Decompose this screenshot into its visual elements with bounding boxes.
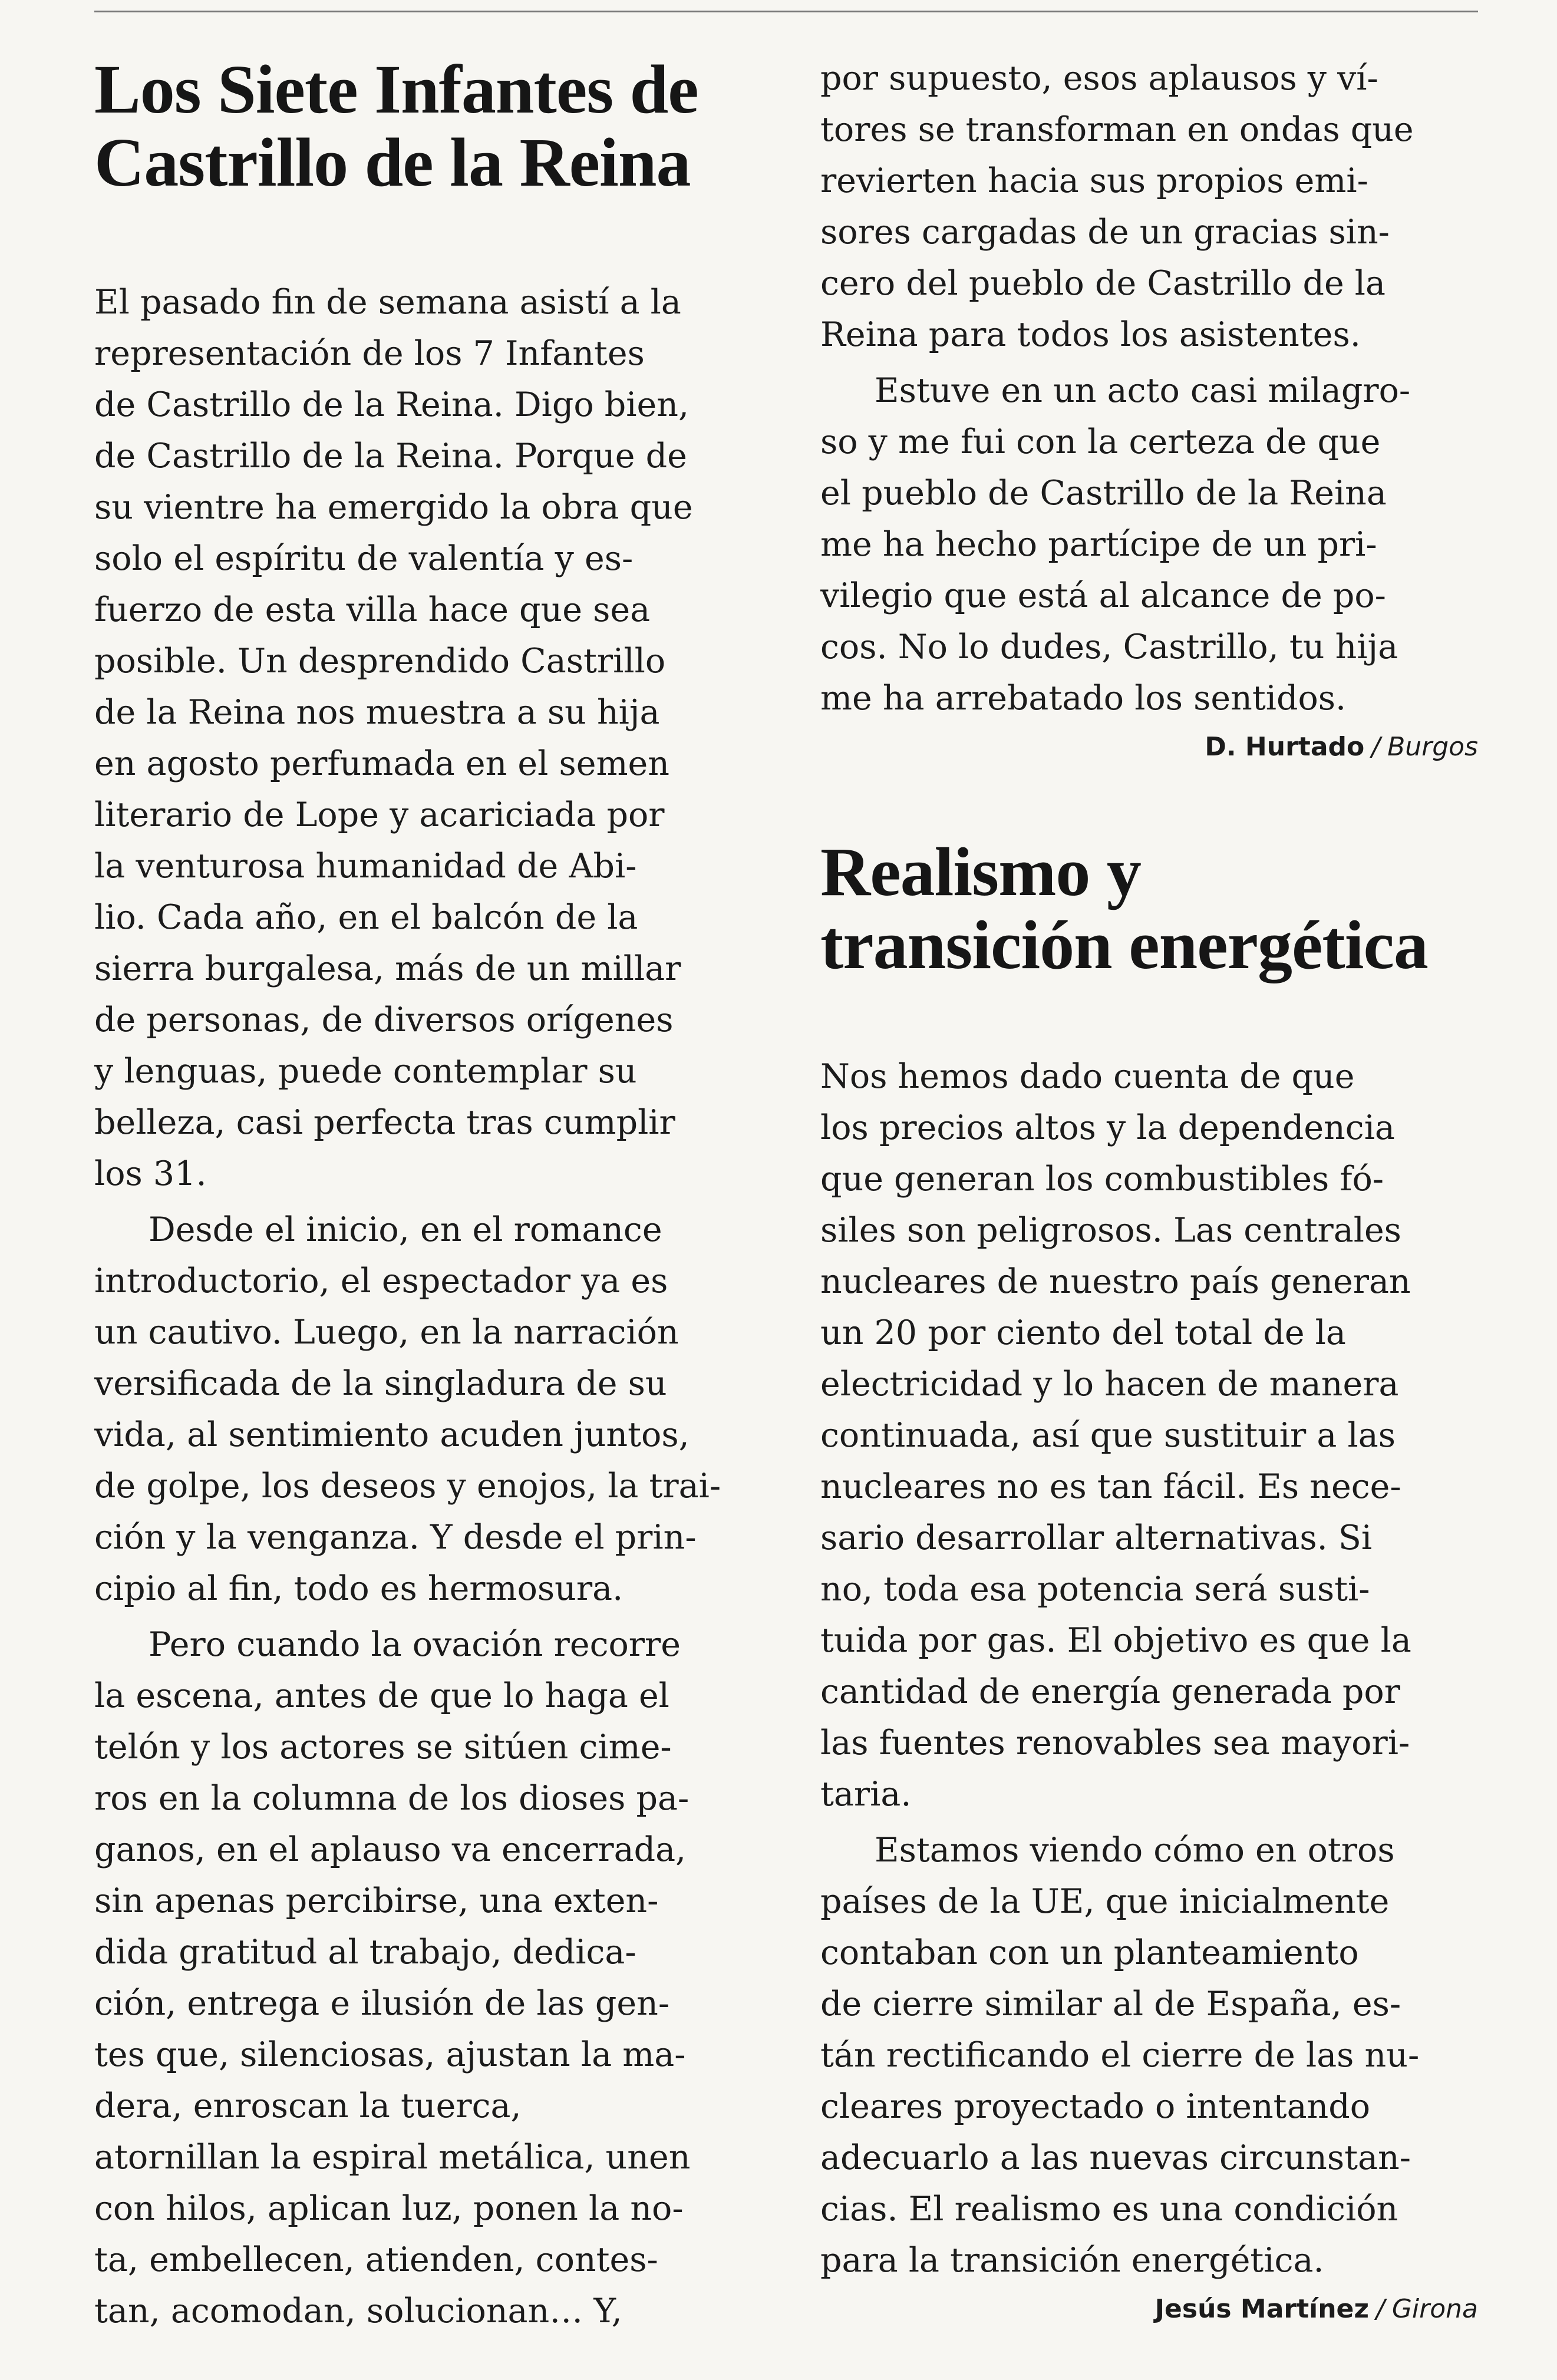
text-line: tán rectificando el cierre de las nu- [820, 2036, 1420, 2075]
letter1-paragraph-2 [94, 1204, 748, 1615]
letter2-signature [820, 2289, 1478, 2330]
text-line: sario desarrollar alternativas. Si [820, 1519, 1373, 1557]
text-line: fuerzo de esta villa hace que sea [94, 590, 651, 629]
text-line: ros en la columna de los dioses pa- [94, 1779, 690, 1818]
text-line: literario de Lope y acariciada por [94, 795, 665, 834]
text-line: Pero cuando la ovación recorre [149, 1625, 681, 1664]
text-line: lio. Cada año, en el balcón de la [94, 898, 638, 937]
text-line: la venturosa humanidad de Abi- [94, 847, 637, 886]
text-line: so y me fui con la certeza de que [820, 422, 1381, 461]
letter2-title-line: transición energética [820, 906, 1428, 983]
text-line: ta, embellecen, atienden, contes- [94, 2240, 658, 2279]
text-line: electricidad y lo hacen de manera [820, 1365, 1399, 1404]
text-line: de personas, de diversos orígenes [94, 1001, 674, 1039]
text-line: telón y los actores se sitúen cime- [94, 1728, 672, 1767]
text-line: dida gratitud al trabajo, dedica- [94, 1933, 636, 1972]
text-line: por supuesto, esos aplausos y ví- [820, 59, 1378, 98]
text-line: representación de los 7 Infantes [94, 334, 645, 373]
text-line: los precios altos y la dependencia [820, 1108, 1395, 1147]
text-line: y lenguas, puede contemplar su [94, 1052, 637, 1091]
text-line: sores cargadas de un gracias sin- [820, 213, 1390, 252]
text-line: adecuarlo a las nuevas circunstan- [820, 2138, 1411, 2177]
letter2-title [820, 833, 1478, 983]
letter1-paragraph-4 [820, 53, 1478, 361]
text-line: que generan los combustibles fó- [820, 1160, 1384, 1199]
text-line: versificada de la singladura de su [94, 1364, 667, 1403]
text-line: cleares proyectado o intentando [820, 2087, 1371, 2126]
letter1-signature-separator: / [1371, 732, 1381, 762]
text-line: su vientre ha emergido la obra que [94, 488, 693, 527]
text-line: para la transición energética. [820, 2241, 1324, 2280]
letter2-city: Girona [1391, 2294, 1478, 2324]
text-line: me ha hecho partícipe de un pri- [820, 525, 1377, 564]
letter1-title [94, 53, 748, 199]
text-line: un cautivo. Luego, en la narración [94, 1313, 679, 1352]
text-line: El pasado fin de semana asistí a la [94, 283, 681, 322]
letter1-paragraph-5 [820, 365, 1478, 724]
text-line: vilegio que está al alcance de po- [820, 576, 1386, 615]
text-line: de Castrillo de la Reina. Digo bien, [94, 385, 690, 424]
text-line: ganos, en el aplauso va encerrada, [94, 1830, 687, 1869]
text-line: de Castrillo de la Reina. Porque de [94, 437, 687, 476]
text-line: cantidad de energía generada por [820, 1672, 1400, 1711]
text-line: tores se transforman en ondas que [820, 110, 1414, 149]
text-line: Reina para todos los asistentes. [820, 315, 1361, 354]
text-line: introductorio, el espectador ya es [94, 1262, 668, 1300]
text-line: Nos hemos dado cuenta de que [820, 1057, 1355, 1096]
letter2-paragraph-2 [820, 1825, 1478, 2286]
left-column [94, 53, 748, 2337]
text-line: Estamos viendo cómo en otros [875, 1831, 1395, 1870]
text-line: no, toda esa potencia será susti- [820, 1570, 1370, 1609]
text-line: los 31. [94, 1154, 207, 1193]
top-divider [94, 11, 1478, 12]
text-line: sierra burgalesa, más de un millar [94, 949, 681, 988]
letter1-title-line: Castrillo de la Reina [94, 124, 691, 201]
text-line: países de la UE, que inicialmente [820, 1882, 1390, 1921]
text-line: cipio al fin, todo es hermosura. [94, 1569, 624, 1608]
text-line: de la Reina nos muestra a su hija [94, 693, 660, 732]
text-line: ción, entrega e ilusión de las gen- [94, 1984, 670, 2023]
letter1-paragraph-3 [94, 1619, 748, 2337]
text-line: cos. No lo dudes, Castrillo, tu hija [820, 628, 1398, 666]
letter1-title-line: Los Siete Infantes de [94, 51, 698, 128]
text-line: cias. El realismo es una condición [820, 2190, 1398, 2229]
text-line: belleza, casi perfecta tras cumplir [94, 1103, 675, 1142]
letter1-paragraph-1 [94, 277, 748, 1200]
text-line: revierten hacia sus propios emi- [820, 161, 1368, 200]
text-line: las fuentes renovables sea mayori- [820, 1724, 1410, 1762]
text-line: en agosto perfumada en el semen [94, 744, 669, 783]
letter2-title-line: Realismo y [820, 833, 1141, 910]
text-line: con hilos, aplican luz, ponen la no- [94, 2189, 684, 2228]
text-line: sin apenas percibirse, una exten- [94, 1881, 659, 1920]
right-column [820, 53, 1478, 2330]
letter2-paragraph-1 [820, 1051, 1478, 1820]
text-line: ción y la venganza. Y desde el prin- [94, 1518, 697, 1557]
text-line: dera, enroscan la tuerca, [94, 2087, 522, 2125]
letter1-author: D. Hurtado [1205, 732, 1365, 762]
text-line: taria. [820, 1775, 912, 1814]
text-line: atornillan la espiral metálica, unen [94, 2138, 691, 2177]
text-line: nucleares no es tan fácil. Es nece- [820, 1467, 1401, 1506]
text-line: tes que, silenciosas, ajustan la ma- [94, 2035, 686, 2074]
letter2-author: Jesús Martínez [1154, 2294, 1369, 2324]
text-line: posible. Un desprendido Castrillo [94, 642, 666, 681]
text-line: continuada, así que sustituir a las [820, 1416, 1396, 1455]
text-line: siles son peligrosos. Las centrales [820, 1211, 1401, 1250]
text-line: el pueblo de Castrillo de la Reina [820, 474, 1387, 513]
letter1-signature [820, 727, 1478, 768]
text-line: de golpe, los deseos y enojos, la trai- [94, 1467, 721, 1506]
text-line: contaban con un planteamiento [820, 1933, 1359, 1972]
text-line: vida, al sentimiento acuden juntos, [94, 1415, 690, 1454]
text-line: tuida por gas. El objetivo es que la [820, 1621, 1411, 1660]
text-line: nucleares de nuestro país generan [820, 1262, 1411, 1301]
text-line: de cierre similar al de España, es- [820, 1985, 1401, 2024]
text-line: Estuve en un acto casi milagro- [875, 371, 1411, 410]
text-line: solo el espíritu de valentía y es- [94, 539, 634, 578]
text-line: Desde el inicio, en el romance [149, 1210, 662, 1249]
text-line: cero del pueblo de Castrillo de la [820, 264, 1386, 303]
text-line: la escena, antes de que lo haga el [94, 1676, 669, 1715]
text-line: me ha arrebatado los sentidos. [820, 679, 1347, 718]
letter2-signature-separator: / [1375, 2294, 1385, 2324]
text-line: tan, acomodan, solucionan… Y, [94, 2292, 622, 2331]
text-line: un 20 por ciento del total de la [820, 1313, 1346, 1352]
letter1-city: Burgos [1387, 732, 1478, 762]
